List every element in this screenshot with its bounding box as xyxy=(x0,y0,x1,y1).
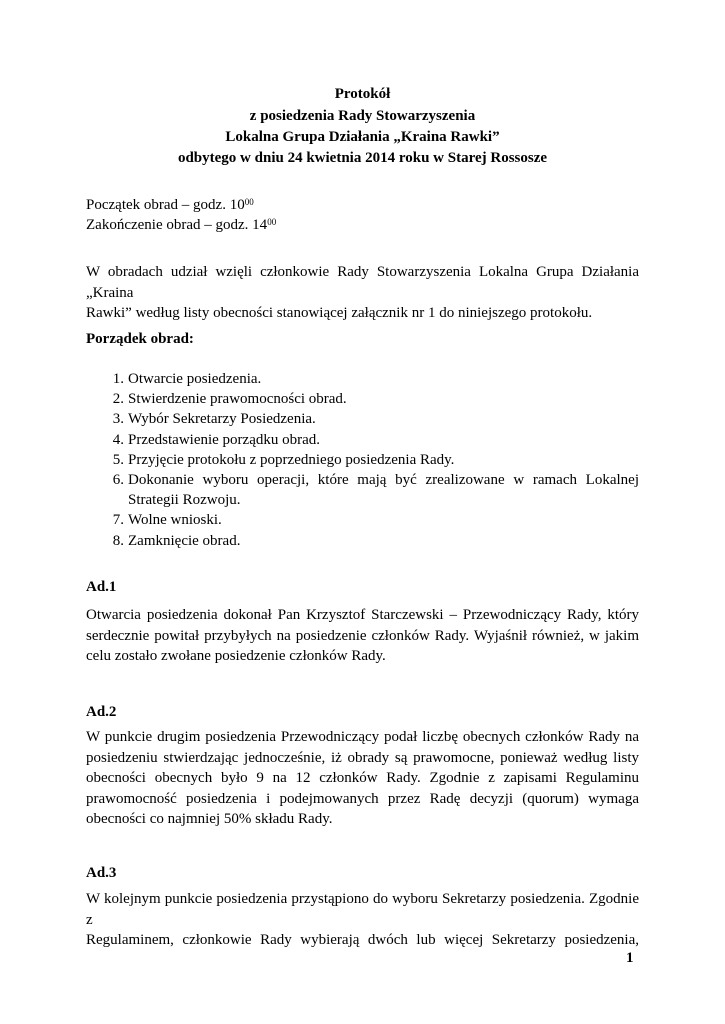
agenda-item-text: Przyjęcie protokołu z poprzedniego posiedzenia Rady. xyxy=(128,451,455,468)
agenda-item-text: Przedstawienie porządku obrad. xyxy=(128,431,321,448)
ad2-heading: Ad.2 xyxy=(86,704,117,720)
ad2-line-4: prawomocność posiedzenia i podejmowanych przez Radę decyzji (quorum) wymaga xyxy=(86,790,639,807)
ad2-paragraph xyxy=(86,727,639,830)
agenda-item xyxy=(106,389,639,409)
agenda-item-number: 7. xyxy=(112,512,124,529)
ad3-line-2: Regulaminem, członkowie Rady wybierają dwóch lub więcej Sekretarzy posiedzenia, xyxy=(86,932,639,949)
ad1-heading: Ad.1 xyxy=(86,579,117,595)
end-time-label: Zakończenie obrad – godz. 14 xyxy=(86,217,268,233)
agenda-item xyxy=(106,470,639,510)
page-number: 1 xyxy=(626,950,634,966)
agenda-item-number: 1. xyxy=(112,371,124,387)
ad1-line-3: celu zostało zwołane posiedzenie członków Rady. xyxy=(86,648,386,665)
agenda-item-text: Dokonanie wyboru operacji, które mają być zrealizowane w ramach Lokalnej Strategii Rozwoju. xyxy=(128,472,639,509)
ad1-line-1: Otwarcia posiedzenia dokonał Pan Krzysztof Starczewski – Przewodniczący Rady, który xyxy=(86,607,639,623)
agenda-item xyxy=(106,531,639,551)
document-subtitle-2: Lokalna Grupa Działania „Kraina Rawki” xyxy=(225,129,500,145)
agenda-list xyxy=(106,369,639,551)
agenda-item-number: 5. xyxy=(112,451,124,468)
document-subtitle-3: odbytego w dniu 24 kwietnia 2014 roku w Starej Rossosze xyxy=(177,150,548,166)
agenda-item xyxy=(106,409,639,429)
ad2-line-2: posiedzeniu stwierdzając jednocześnie, iż obrady są prawomocne, ponieważ według listy xyxy=(86,749,639,766)
agenda-item xyxy=(106,450,639,470)
agenda-item-number: 8. xyxy=(112,532,124,549)
agenda-item-text: Wybór Sekretarzy Posiedzenia. xyxy=(128,411,316,428)
ad1-paragraph xyxy=(86,605,639,667)
ad2-line-3: obecności obecnych było 9 na 12 członków Rady. Zgodnie z zapisami Regulaminu xyxy=(86,770,639,787)
start-time-label: Początek obrad – godz. 10 xyxy=(86,197,245,213)
end-time xyxy=(86,215,276,235)
ad2-line-1: W punkcie drugim posiedzenia Przewodniczący podał liczbę obecnych członków Rady na xyxy=(86,729,639,745)
intro-line-1: W obradach udział wzięli członkowie Rady Stowarzyszenia Lokalna Grupa Działania „Kraina xyxy=(86,264,639,301)
start-time-minutes: 00 xyxy=(244,197,254,207)
end-time-minutes: 00 xyxy=(267,217,277,227)
ad3-line-1: W kolejnym punkcie posiedzenia przystąpiono do wyboru Sekretarzy posiedzenia. Zgodnie z xyxy=(86,891,639,928)
ad3-heading: Ad.3 xyxy=(86,865,117,881)
agenda-item xyxy=(106,510,639,530)
agenda-item-text: Otwarcie posiedzenia. xyxy=(128,371,262,387)
document-subtitle-1: z posiedzenia Rady Stowarzyszenia xyxy=(249,108,476,124)
ad2-line-5: obecności co najmniej 50% składu Rady. xyxy=(86,811,333,828)
agenda-item-number: 2. xyxy=(112,391,124,408)
agenda-item-number: 6. xyxy=(112,472,124,489)
intro-line-2: Rawki” według listy obecności stanowiącej załącznik nr 1 do niniejszego protokołu. xyxy=(86,305,593,322)
agenda-item-text: Zamknięcie obrad. xyxy=(128,532,241,549)
start-time xyxy=(86,195,254,215)
agenda-item-text: Wolne wnioski. xyxy=(128,512,222,529)
agenda-item-number: 3. xyxy=(112,411,124,428)
agenda-item xyxy=(106,430,639,450)
document-title: Protokół xyxy=(334,86,391,102)
intro-paragraph xyxy=(86,262,639,324)
agenda-heading: Porządek obrad: xyxy=(86,331,194,347)
agenda-item-text: Stwierdzenie prawomocności obrad. xyxy=(128,391,347,408)
agenda-item xyxy=(106,369,639,389)
ad3-paragraph xyxy=(86,889,639,951)
ad1-line-2: serdecznie powitał przybyłych na posiedzenie członków Rady. Wyjaśnił również, w jakim xyxy=(86,627,639,644)
agenda-item-number: 4. xyxy=(112,431,124,448)
